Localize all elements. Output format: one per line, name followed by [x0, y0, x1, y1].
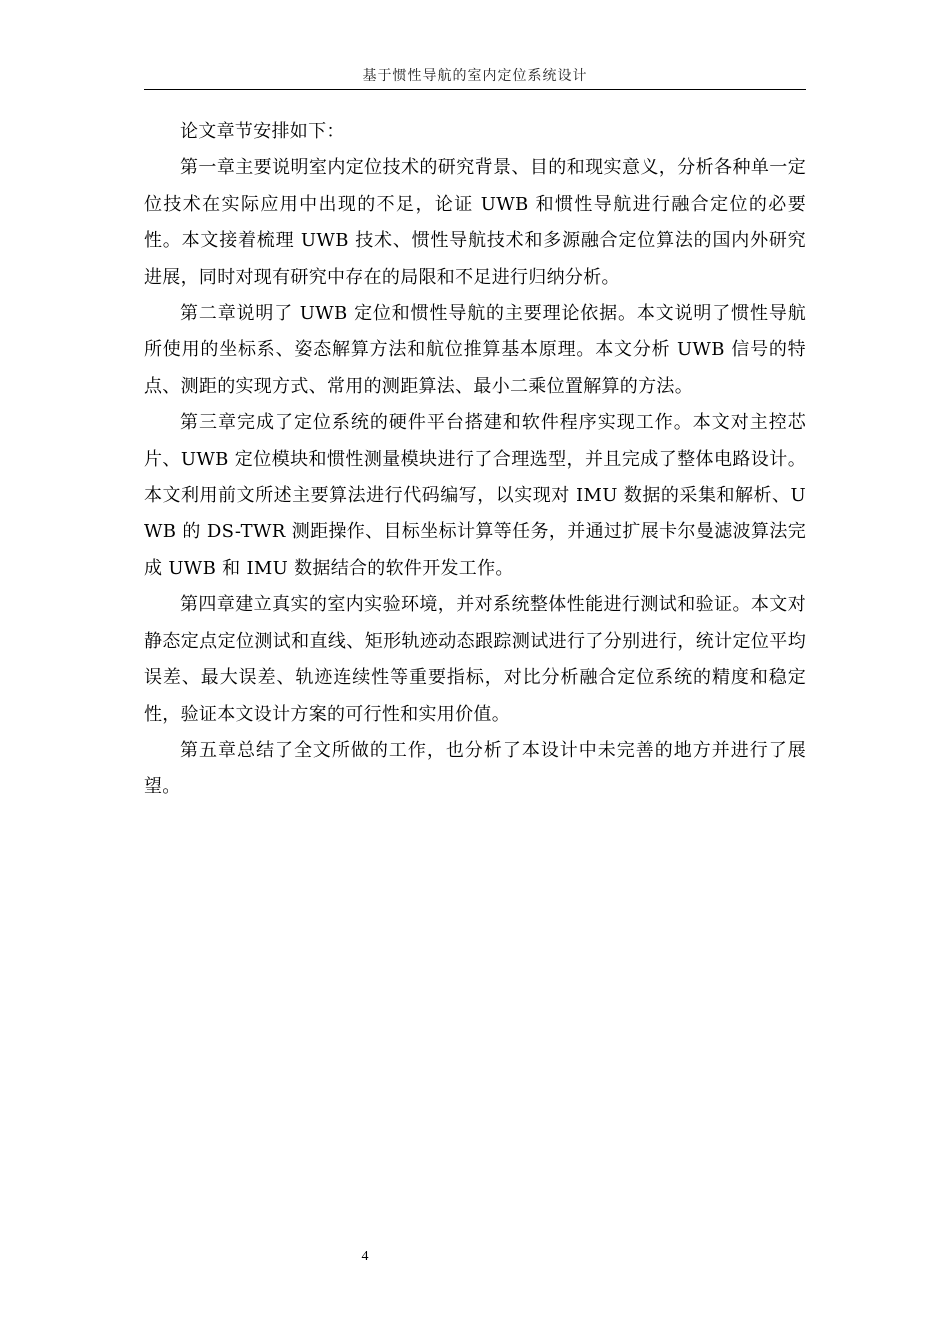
document-body: [144, 114, 806, 806]
running-header: 基于惯性导航的室内定位系统设计: [362, 68, 588, 84]
page-number: 4: [361, 1249, 369, 1264]
paragraph-chapter-1: 第一章主要说明室内定位技术的研究背景、目的和现实意义，分析各种单一定位技术在实际应用中出现的不足，论证 UWB 和惯性导航进行融合定位的必要性。本文接着梳理 UWB 技术、惯性导航技术和多源融合定位算法的国内外研究进展，同时对现有研究中存在的局限和不足进行归纳分析。: [144, 157, 806, 288]
paragraph-chapter-2: 第二章说明了 UWB 定位和惯性导航的主要理论依据。本文说明了惯性导航所使用的坐标系、姿态解算方法和航位推算基本原理。本文分析 UWB 信号的特点、测距的实现方式、常用的测距算法、最小二乘位置解算的方法。: [144, 303, 806, 397]
paragraph-chapter-5: 第五章总结了全文所做的工作，也分析了本设计中未完善的地方并进行了展望。: [144, 739, 806, 798]
header-rule: [144, 89, 806, 90]
paragraph-chapter-arrangement-intro: 论文章节安排如下：: [180, 121, 345, 142]
paragraph-chapter-3: 第三章完成了定位系统的硬件平台搭建和软件程序实现工作。本文对主控芯片、UWB 定位模块和惯性测量模块进行了合理选型，并且完成了整体电路设计。本文利用前文所述主要算法进行代码编写，以实现对 IMU 数据的采集和解析、UWB 的 DS-TWR 测距操作、目标坐标计算等任务，并通过扩展卡尔曼滤波算法完成 UWB 和 IMU 数据结合的软件开发工作。: [144, 412, 806, 579]
paragraph-chapter-4: 第四章建立真实的室内实验环境，并对系统整体性能进行测试和验证。本文对静态定点定位测试和直线、矩形轨迹动态跟踪测试进行了分别进行，统计定位平均误差、最大误差、轨迹连续性等重要指标，对比分析融合定位系统的精度和稳定性，验证本文设计方案的可行性和实用价值。: [144, 594, 806, 725]
